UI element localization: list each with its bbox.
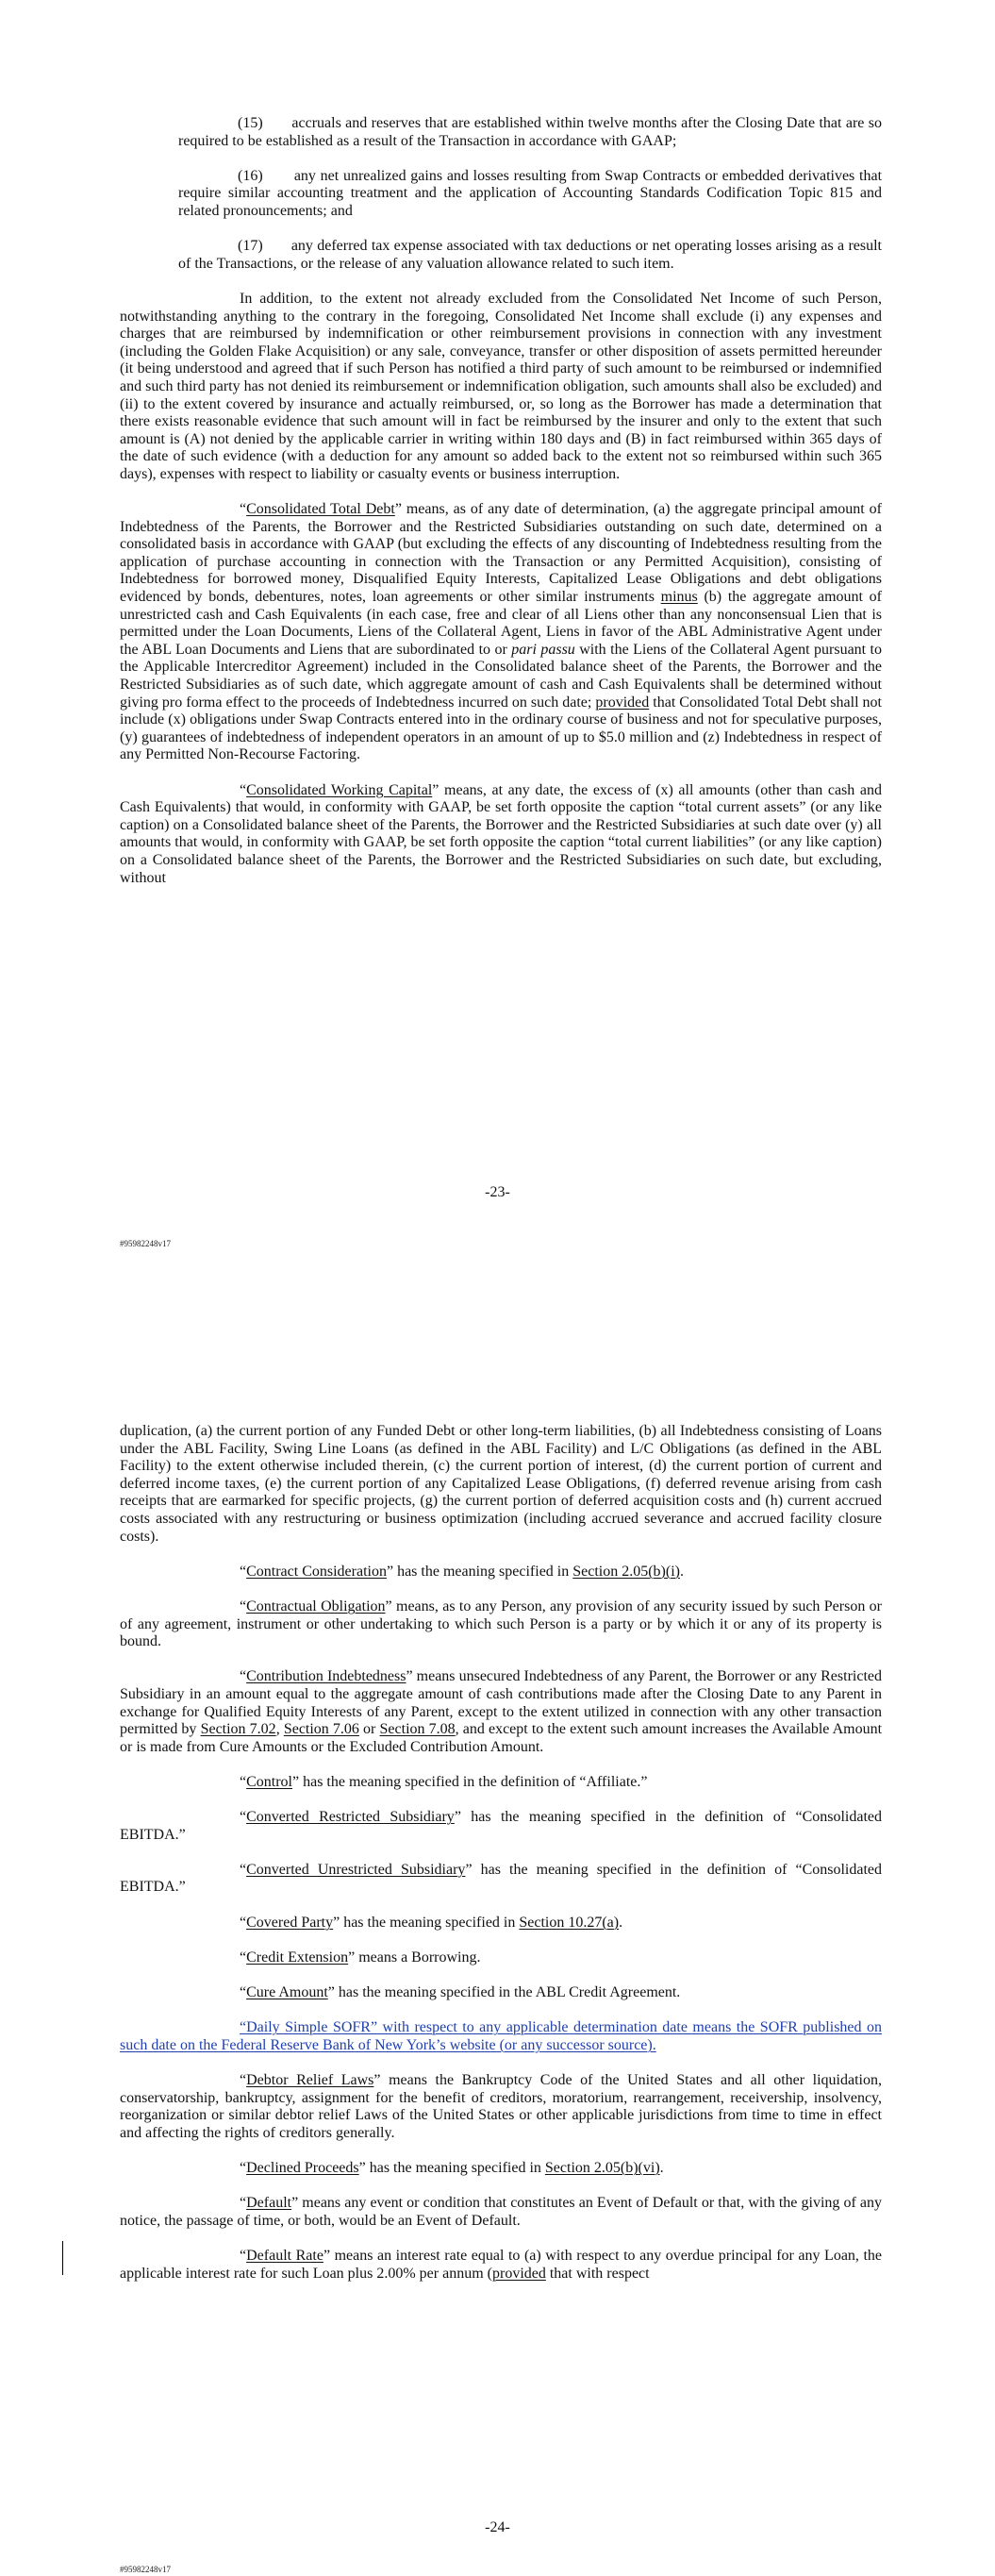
definition-text: ” means a Borrowing. xyxy=(348,1949,481,1965)
continuation-paragraph: duplication, (a) the current portion of any Funded Debt or other long-term liabilities, (b) all Indebtedness consisting of Loans under the ABL Facility, Swing Line Loans (as defined in the ABL Facility) and L/C Obligations (as defined in the ABL Facility) to the extent otherwise included therein, (c) the current portion of interest, (d) the current portion of current and deferred income taxes, (e) the current portion of any Capitalized Lease Obligations, (f) deferred revenue arising from cash receipts that are earmarked for specific projects, (g) the current portion of deferred acquisition costs and (h) current accrued costs associated with any restructuring or business optimization (including accrued severance and accrued facility closure costs). xyxy=(120,1423,882,1545)
definition-contribution-indebtedness xyxy=(120,1668,882,1756)
defined-term: Contractual Obligation xyxy=(246,1597,386,1614)
definition-text: ” means the Bankruptcy Code of the United States and all other liquidation, conservatorship, bankruptcy, assignment for the benefit of creditors, moratorium, rearrangement, receivership, insolvency, reorganization or similar debtor relief Laws of the United States or other applicable jurisdictions from time to time in effect and affecting the rights of creditors generally. xyxy=(120,2071,882,2141)
period: . xyxy=(679,1563,684,1580)
open-quote: “ xyxy=(240,1861,247,1878)
defined-term: Converted Unrestricted Subsidiary xyxy=(246,1861,466,1878)
definition-daily-simple-sofr-inserted xyxy=(120,2019,882,2054)
definition-consolidated-working-capital xyxy=(120,782,882,888)
definition-cure-amount xyxy=(120,1984,882,2002)
definition-debtor-relief-laws xyxy=(120,2072,882,2142)
definition-text: ” means any event or condition that constitutes an Event of Default or that, with the giving of any notice, the passage of time, or both, would be an Event of Default. xyxy=(120,2195,882,2229)
addition-paragraph: In addition, to the extent not already excluded from the Consolidated Net Income of such Person, notwithstanding anything to the contrary in the foregoing, Consolidated Net Income shall exclude (i) any expenses and charges that are reimbursed by indemnification or other reimbursement provisions in connection with any investment (including the Golden Flake Acquisition) or any sale, conveyance, transfer or other disposition of assets permitted hereunder (it being understood and agreed that if such Person has notified a third party of such amount to be reimbursed or indemnified and such third party has not denied its reimbursement or indemnification obligation, such amounts shall also be excluded) and (ii) to the extent covered by insurance and actually reimbursed, or, so long as the Borrower has made a determination that there exists reasonable evidence that such amount will in fact be reimbursed by the insurer and only to the extent that such amount is (A) not denied by the applicable carrier in writing within 180 days and (B) in fact reimbursed within 365 days of the date of such evidence (with a deduction for any amount so added back to the extent not so reimbursed within such 365 days), expenses with respect to liability or casualty events or business interruption. xyxy=(120,290,882,482)
defined-term: Consolidated Working Capital xyxy=(246,781,433,798)
section-reference: Section 7.06 xyxy=(283,1721,359,1738)
separator: or xyxy=(358,1721,380,1738)
defined-term: Debtor Relief Laws xyxy=(246,2071,374,2088)
provided-term: provided xyxy=(491,2265,546,2282)
item-text: accruals and reserves that are established within twelve months after the Closing Date that are so required to be established as a result of the Transaction in accordance with GAAP; xyxy=(178,115,883,149)
period: . xyxy=(659,2159,664,2176)
definition-default xyxy=(120,2195,882,2230)
definition-text: ” means unsecured Indebtedness of any Parent, the Borrower or any Restricted Subsidiary in an amount equal to the aggregate amount of cash contributions made after the Closing Date to any Parent in exchange for Qualified Equity Interests of any Parent, except to the extent utilized in connection with any other transaction permitted by xyxy=(120,1668,882,1738)
open-quote: “ xyxy=(240,2247,247,2264)
open-quote: “ xyxy=(240,781,247,798)
pari-passu-term: pari passu xyxy=(511,641,575,658)
section-reference: Section 7.08 xyxy=(379,1721,456,1738)
period: . xyxy=(619,1914,623,1931)
inserted-text: “Daily Simple SOFR” with respect to any applicable determination date means the SOFR published on such date on the Federal Reserve Bank of New York’s website (or any successor source). xyxy=(120,2019,882,2053)
document-id: #95982248v17 xyxy=(120,1239,171,1248)
defined-term: Declined Proceeds xyxy=(246,2159,359,2176)
definition-text: (b) the aggregate amount of unrestricted cash and Cash Equivalents (in each case, free and clear of all Liens other than any nonconsensual Lien that is permitted under the Loan Documents, Liens of the Collateral Agent, Liens in favor of the ABL Administrative Agent under the ABL Loan Documents and Liens that are subordinated to or xyxy=(120,589,883,658)
definition-default-rate xyxy=(120,2248,882,2283)
open-quote: “ xyxy=(240,1563,247,1580)
definition-converted-restricted-subsidiary xyxy=(120,1809,882,1844)
section-reference: Section 10.27(a) xyxy=(519,1914,620,1931)
definition-text: ” has the meaning specified in xyxy=(358,2159,545,2176)
definition-text: ” has the meaning specified in the definition of “Consolidated EBITDA.” xyxy=(120,1809,883,1843)
definition-text: that with respect xyxy=(545,2265,650,2282)
list-item-16 xyxy=(120,168,882,221)
document-id: #95982248v17 xyxy=(120,2565,171,2574)
defined-term: Contribution Indebtedness xyxy=(246,1668,406,1685)
page-number: -24- xyxy=(485,2519,510,2535)
section-reference: Section 2.05(b)(i) xyxy=(572,1563,680,1580)
definition-text: ” means, as of any date of determination, (a) the aggregate principal amount of Indebtedness of the Parents, the Borrower and the Restricted Subsidiaries outstanding on such date, determined on a consolidated basis in accordance with GAAP (but excluding the effects of any discounting of Indebtedness resulting from the application of purchase accounting in connection with the Transaction or any Permitted Acquisition), consisting of Indebtedness for borrowed money, Disqualified Equity Interests, Capitalized Lease Obligations and debt obligations evidenced by bonds, debentures, notes, loan agreements or other similar instruments xyxy=(120,501,882,606)
open-quote: “ xyxy=(240,2159,247,2176)
definition-control xyxy=(120,1774,882,1792)
defined-term: Credit Extension xyxy=(246,1949,349,1965)
defined-term: Control xyxy=(246,1773,292,1790)
defined-term: Default xyxy=(246,2195,292,2212)
minus-term: minus xyxy=(660,589,698,606)
definition-covered-party xyxy=(120,1915,882,1932)
list-item-15 xyxy=(120,115,882,150)
list-item-17 xyxy=(120,238,882,273)
definition-text: ” has the meaning specified in the definition of “Affiliate.” xyxy=(292,1773,648,1790)
definition-contractual-obligation xyxy=(120,1598,882,1651)
definition-text: ” means, as to any Person, any provision of any security issued by such Person or of any agreement, instrument or other undertaking to which such Person is a party or by which it or any of its property is bound. xyxy=(120,1597,883,1650)
definition-declined-proceeds xyxy=(120,2160,882,2178)
item-number: (17) xyxy=(238,238,263,255)
open-quote: “ xyxy=(240,1668,247,1685)
document-page-24 xyxy=(0,1288,995,2576)
item-number: (16) xyxy=(238,167,263,184)
definition-text: ” has the meaning specified in xyxy=(386,1563,573,1580)
definition-consolidated-total-debt xyxy=(120,501,882,764)
open-quote: “ xyxy=(240,1984,247,2000)
section-reference: Section 2.05(b)(vi) xyxy=(544,2159,660,2176)
defined-term: Consolidated Total Debt xyxy=(246,501,395,518)
open-quote: “ xyxy=(240,2195,247,2212)
definition-text: , and except to the extent such amount increases the Available Amount or is made from Cure Amounts or the Excluded Contribution Amount. xyxy=(120,1721,883,1755)
defined-term: Contract Consideration xyxy=(246,1563,387,1580)
defined-term: Covered Party xyxy=(246,1914,334,1931)
definition-converted-unrestricted-subsidiary xyxy=(120,1862,882,1897)
definition-contract-consideration xyxy=(120,1564,882,1581)
definition-text: ” has the meaning specified in the definition of “Consolidated EBITDA.” xyxy=(120,1861,883,1896)
open-quote: “ xyxy=(240,1949,247,1965)
defined-term: Default Rate xyxy=(246,2247,323,2264)
definition-text: ” has the meaning specified in xyxy=(333,1914,520,1931)
open-quote: “ xyxy=(240,1914,247,1931)
item-number: (15) xyxy=(238,115,263,131)
page-number: -23- xyxy=(485,1184,510,1200)
item-text: any deferred tax expense associated with tax deductions or net operating losses arising as a result of the Transactions, or the release of any valuation allowance related to such item. xyxy=(178,238,883,272)
section-reference: Section 7.02 xyxy=(200,1721,276,1738)
defined-term: Converted Restricted Subsidiary xyxy=(246,1809,455,1826)
separator: , xyxy=(275,1721,284,1738)
open-quote: “ xyxy=(240,1773,247,1790)
provided-term: provided xyxy=(595,694,650,711)
page-24-body xyxy=(120,1423,882,2283)
open-quote: “ xyxy=(240,1597,247,1614)
definition-text: ” means an interest rate equal to (a) with respect to any overdue principal for any Loan, the applicable interest rate for such Loan plus 2.00% per annum ( xyxy=(120,2247,883,2282)
defined-term: Cure Amount xyxy=(246,1984,328,2000)
definition-text: ” has the meaning specified in the ABL Credit Agreement. xyxy=(327,1984,681,2000)
change-bar xyxy=(62,2241,63,2275)
definition-credit-extension xyxy=(120,1949,882,1967)
definition-text: ” means, at any date, the excess of (x) all amounts (other than cash and Cash Equivalents) that would, in conformity with GAAP, be set forth opposite the caption “total current assets” (or any like caption) on a Consolidated balance sheet of the Parents, the Borrower and the Restricted Subsidiaries at such date over (y) all amounts that would, in conformity with GAAP, be set forth opposite the caption “total current liabilities” (or any like caption) on a Consolidated balance sheet of the Parents, the Borrower and the Restricted Subsidiaries on such date, but excluding, without xyxy=(120,781,882,886)
open-quote: “ xyxy=(240,2071,247,2088)
open-quote: “ xyxy=(240,501,247,518)
definition-text: that Consolidated Total Debt shall not include (x) obligations under Swap Contracts entered into in the ordinary course of business and not for speculative purposes, (y) guarantees of indebtedness of independent operators in an amount of up to $5.0 million and (z) Indebtedness in respect of any Permitted Non-Recourse Factoring. xyxy=(120,694,882,763)
definition-text: with the Liens of the Collateral Agent pursuant to the Applicable Intercreditor Agreement) included in the Consolidated balance sheet of the Parents, the Borrower and the Restricted Subsidiaries as of such date, which aggregate amount of cash and Cash Equivalents shall be determined without giving pro forma effect to the proceeds of Indebtedness incurred on such date; xyxy=(120,641,882,711)
page-23-body xyxy=(120,115,882,887)
item-text: any net unrealized gains and losses resulting from Swap Contracts or embedded derivatives that require similar accounting treatment and the application of Accounting Standards Codification Topic 815 and related pronouncements; and xyxy=(178,167,883,219)
open-quote: “ xyxy=(240,1809,247,1826)
